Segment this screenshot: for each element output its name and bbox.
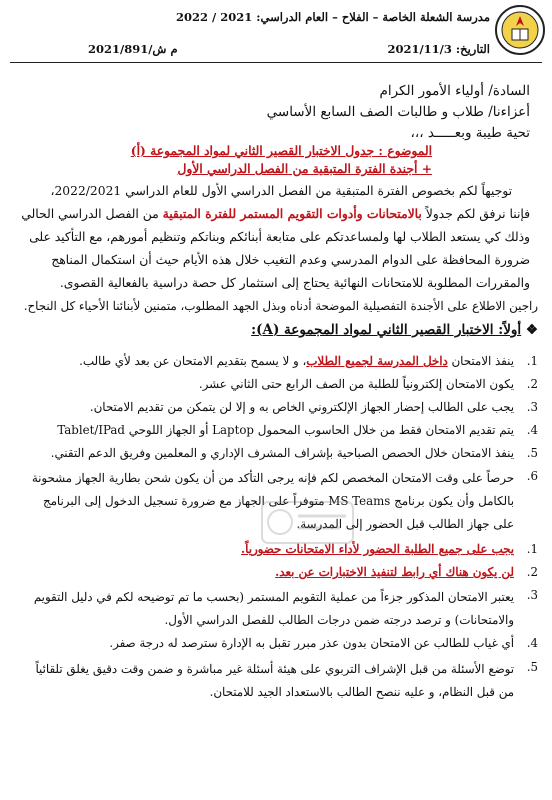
item-number: 2.	[526, 377, 538, 391]
item-text: يكون الامتحان إلكترونياً للطلبة من الصف الرابع حتى الثاني عشر.	[198, 377, 514, 391]
item-number: 4.	[526, 636, 538, 650]
item-text: أي غياب للطالب عن الامتحان بدون عذر مبرر تقبل به الإدارة سترصد له درجة صفر.	[109, 636, 514, 650]
item-text-line-2: بالكامل وأن يكون برنامج MS Teams متوفراً على الجهاز مع ضرورة تسجيل الدخول إلى البرنامج	[43, 494, 514, 508]
subject-line-1: الموضوع : جدول الاختبار القصير الثاني لمواد المجموعة (أ)	[130, 143, 432, 158]
item-text: ينفذ الامتحان خلال الحصص الصباحية بإشراف المشرف الإداري و المعلمين وفريق الدعم التقني.	[50, 446, 514, 460]
subject-line-2: + أجندة الفترة المتبقية من الفصل الدراسي الأول	[177, 161, 432, 176]
item-text-line-3: على جهاز الطالب قبل الحضور إلى المدرسة.	[296, 517, 514, 531]
item-number: 5.	[526, 446, 538, 460]
section-heading	[251, 322, 538, 338]
item-text-line-1: توضع الأسئلة من قبل الإشراف التربوي على هيئة أسئلة غير مباشرة و ضمن وقت دقيق يغلق تلقائياً	[35, 662, 514, 676]
paragraph-line-2-start: فإننا نرفق لكم جدولاً	[421, 207, 530, 221]
list-item	[22, 563, 538, 583]
item-number: 1.	[526, 354, 538, 368]
item-number: 5.	[526, 660, 538, 674]
item-number: 6.	[526, 469, 538, 483]
item-highlight: لن يكون هناك أي رابط لتنفيذ الاختبارات عن بعد.	[275, 565, 514, 579]
paragraph-line-6: راجين الاطلاع على الأجندة التفصيلية الموضحة أدناه وبذل الجهد المطلوب، متمنين لأبنائنا الأحياء كل النجاح.	[23, 299, 538, 313]
list-item	[22, 398, 538, 418]
list-item	[22, 540, 538, 560]
paragraph-line-1: توجيهاً لكم بخصوص الفترة المتبقية من الفصل الدراسي الأول للعام الدراسي 2022/2021،	[50, 184, 512, 198]
diamond-bullet-icon: ❖	[525, 322, 538, 338]
item-text: يجب على الطالب إحضار الجهاز الإلكتروني الخاص به و إلا لن يتمكن من تقديم الامتحان.	[89, 400, 514, 414]
list-item	[22, 444, 538, 464]
item-text-end: ، و لا يسمح بتقديم الامتحان عن بعد لأي طالب.	[79, 354, 307, 368]
paragraph-line-4: ضرورة المحافظة على الدوام المدرسي وعدم التغيب خلال هذه الأيام حيث أن استكمال المناهج	[51, 253, 530, 267]
item-number: 1.	[526, 542, 538, 556]
paragraph-line-3: وذلك كي يستعد الطلاب لها ولمساعدتكم على متابعة أبنائكم وبناتكم وتنظيم أمورهم، مع التأكيد على	[29, 230, 530, 244]
date-line: التاريخ: 2021/11/3	[387, 42, 490, 56]
paragraph-line-2	[21, 203, 530, 226]
school-title: مدرسة الشعلة الخاصة – الفلاح – العام الدراسي: 2021 / 2022	[176, 10, 490, 24]
list-item	[22, 658, 538, 704]
list-item	[22, 421, 538, 441]
item-text-line-2: والامتحانات) و ترصد درجته ضمن درجات الطالب للفصل الدراسي الأول.	[164, 613, 514, 627]
item-number: 2.	[526, 565, 538, 579]
item-text: ينفذ الامتحان	[447, 354, 514, 368]
list-item	[22, 586, 538, 632]
item-text-line-2: من قبل النظام، و عليه ننصح الطالب بالاستعداد الجيد للامتحان.	[209, 685, 514, 699]
item-highlight: يجب على جميع الطلبة الحضور لأداء الامتحانات حضورياً.	[241, 542, 514, 556]
section-title: أولاً: الاختبار القصير الثاني لمواد المجموعة (A):	[251, 322, 522, 338]
reference-number: م ش/2021/891	[88, 42, 178, 56]
item-number: 3.	[526, 400, 538, 414]
item-highlight: داخل المدرسة لجميع الطلاب	[306, 354, 448, 368]
item-number: 4.	[526, 423, 538, 437]
paragraph-line-2-end: من الفصل الدراسي الحالي	[21, 207, 163, 221]
list-item	[22, 352, 538, 372]
school-emblem-icon	[494, 4, 546, 56]
item-number: 3.	[526, 588, 538, 602]
item-text: يتم تقديم الامتحان فقط من خلال الحاسوب المحمول Laptop أو الجهاز اللوحي Tablet/IPad	[57, 423, 514, 437]
paragraph-highlight: بالامتحانات وأدوات التقويم المستمر للفترة المتبقية	[162, 206, 422, 221]
greeting: تحية طيبة وبعـــــد ،،،	[410, 125, 530, 141]
list-item	[22, 375, 538, 395]
watermark-logo	[260, 500, 355, 545]
header-divider	[10, 62, 542, 63]
students-line: أعزاءنا/ طلاب و طالبات الصف السابع الأساسي	[266, 104, 530, 120]
item-text-line-1: يعتبر الامتحان المذكور جزءاً من عملية التقويم المستمر (بحسب ما تم توضيحه لكم في دليل التقويم	[33, 590, 514, 604]
item-text-line-1: حرصاً على وقت الامتحان المخصص لكم فإنه يرجى التأكد من أن يكون شحن بطارية الجهاز مشحونة	[31, 471, 514, 485]
list-item	[22, 634, 538, 654]
addressee: السادة/ أولياء الأمور الكرام	[379, 83, 530, 99]
paragraph-line-5: والمقررات المطلوبة للامتحانات النهائية يحتاج إلى استثمار كل حصة دراسية بالفعالية القصوى.	[59, 276, 530, 290]
